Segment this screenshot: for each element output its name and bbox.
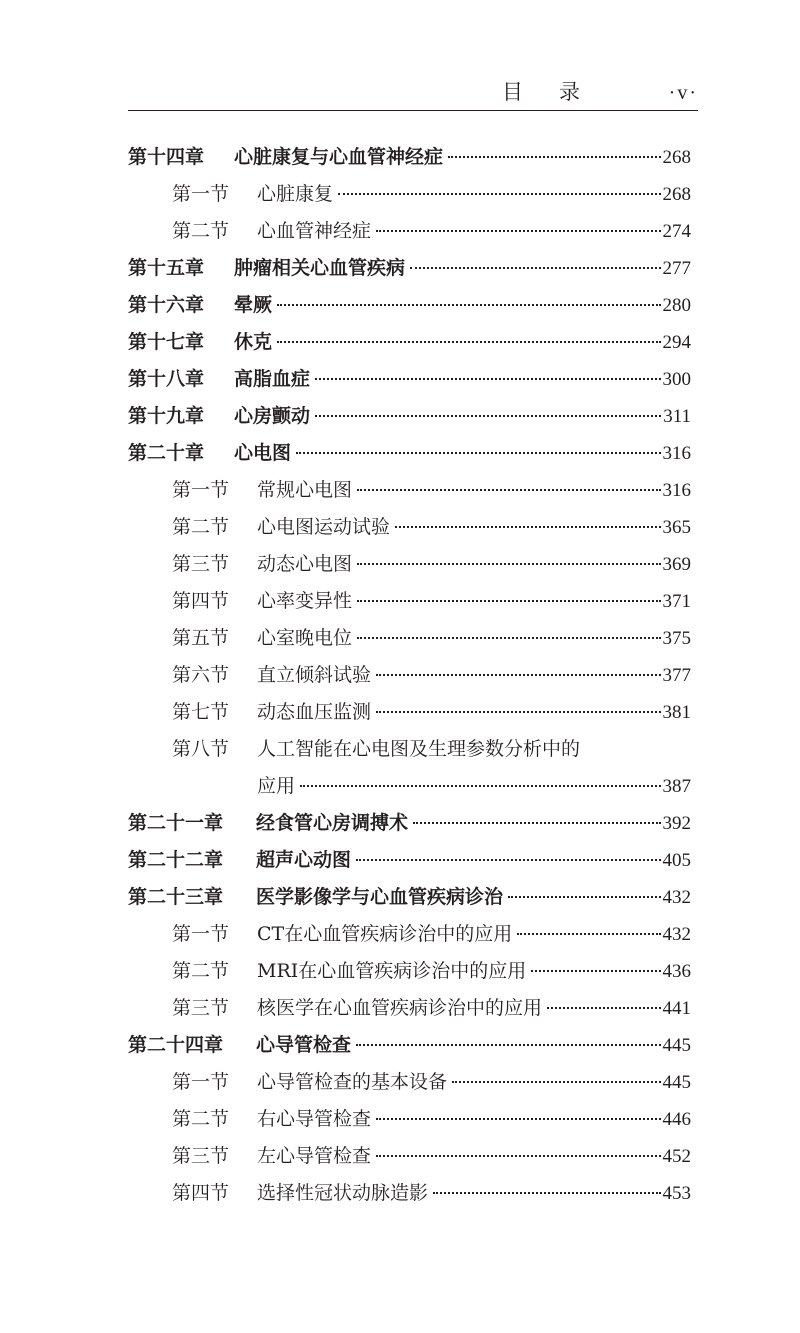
chapter-title: 晕厥 <box>234 294 273 316</box>
header-title: 目录 <box>502 80 616 104</box>
section-number: 第五节 <box>172 627 230 649</box>
toc-section[interactable] <box>128 1138 691 1175</box>
chapter-number: 第二十四章 <box>128 1034 224 1056</box>
page-number: 311 <box>663 406 691 427</box>
toc-chapter[interactable] <box>128 361 691 398</box>
toc-section[interactable] <box>128 213 691 250</box>
dot-leader <box>356 859 660 861</box>
section-number: 第二节 <box>172 516 230 538</box>
page-number: 375 <box>662 628 691 649</box>
toc-section[interactable] <box>128 1101 691 1138</box>
toc-section[interactable] <box>128 953 691 990</box>
dot-leader <box>376 230 660 232</box>
section-title: 直立倾斜试验 <box>257 664 372 686</box>
dot-leader <box>517 933 660 935</box>
page-number: 392 <box>662 813 691 834</box>
header-page-number: ·v· <box>668 82 698 104</box>
page-number: 432 <box>662 924 691 945</box>
page-number: 445 <box>662 1072 691 1093</box>
toc-chapter[interactable] <box>128 139 691 176</box>
chapter-number: 第二十章 <box>128 442 205 464</box>
page-number: 294 <box>662 332 691 353</box>
dot-leader <box>357 489 660 491</box>
page-number: 365 <box>662 517 691 538</box>
toc-section[interactable] <box>128 509 691 546</box>
chapter-title: 心电图 <box>234 442 292 464</box>
toc-section[interactable] <box>128 1175 691 1212</box>
page-number: 387 <box>662 776 691 797</box>
page-number: 300 <box>662 369 691 390</box>
section-title: 核医学在心血管疾病诊治中的应用 <box>257 997 543 1019</box>
dot-leader <box>357 600 660 602</box>
section-title: 心导管检查的基本设备 <box>257 1071 448 1093</box>
toc-chapter[interactable] <box>128 250 691 287</box>
section-number: 第二节 <box>172 960 230 982</box>
dot-leader <box>296 452 660 454</box>
dot-leader <box>338 193 660 195</box>
toc-chapter[interactable] <box>128 398 691 435</box>
dot-leader <box>547 1007 660 1009</box>
dot-leader <box>531 970 660 972</box>
dot-leader <box>300 785 660 787</box>
page-number: 316 <box>662 480 691 501</box>
page-number: 446 <box>662 1109 691 1130</box>
page-number: 441 <box>662 998 691 1019</box>
page-number: 280 <box>662 295 691 316</box>
chapter-number: 第二十一章 <box>128 812 224 834</box>
dot-leader <box>357 563 660 565</box>
dot-leader <box>315 415 661 417</box>
toc-section[interactable] <box>128 472 691 509</box>
page-number: 369 <box>662 554 691 575</box>
toc-chapter[interactable] <box>128 435 691 472</box>
section-title: 常规心电图 <box>257 479 353 501</box>
dot-leader <box>452 1081 660 1083</box>
section-title: 左心导管检查 <box>257 1145 372 1167</box>
section-number: 第一节 <box>172 923 230 945</box>
toc-section[interactable] <box>128 583 691 620</box>
section-title: CT在心血管疾病诊治中的应用 <box>257 923 513 945</box>
chapter-number: 第二十二章 <box>128 849 224 871</box>
chapter-number: 第十八章 <box>128 368 205 390</box>
page-number: 371 <box>662 591 691 612</box>
page-number: 453 <box>662 1183 691 1204</box>
section-title: 心脏康复 <box>257 183 334 205</box>
running-header <box>128 76 698 111</box>
chapter-number: 第十六章 <box>128 294 205 316</box>
page-number: 445 <box>662 1035 691 1056</box>
chapter-title: 经食管心房调搏术 <box>256 812 409 834</box>
chapter-title: 心脏康复与心血管神经症 <box>234 146 444 168</box>
section-number: 第四节 <box>172 1182 230 1204</box>
section-title: 心血管神经症 <box>257 220 372 242</box>
dot-leader <box>376 674 660 676</box>
page-number: 381 <box>662 702 691 723</box>
chapter-title: 医学影像学与心血管疾病诊治 <box>256 886 504 908</box>
chapter-title: 肿瘤相关心血管疾病 <box>234 257 406 279</box>
dot-leader <box>410 267 660 269</box>
section-number: 第二节 <box>172 1108 230 1130</box>
toc-chapter[interactable] <box>128 879 691 916</box>
dot-leader <box>413 822 660 824</box>
toc-section[interactable] <box>128 694 691 731</box>
section-number: 第四节 <box>172 590 230 612</box>
toc-section-continuation[interactable] <box>128 768 691 805</box>
chapter-title: 休克 <box>234 331 273 353</box>
section-title: 心室晚电位 <box>257 627 353 649</box>
section-title: 心率变异性 <box>257 590 353 612</box>
dot-leader <box>376 1155 660 1157</box>
toc-chapter[interactable] <box>128 842 691 879</box>
dot-leader <box>376 711 660 713</box>
dot-leader <box>277 341 660 343</box>
dot-leader <box>356 1044 660 1046</box>
toc-chapter[interactable] <box>128 324 691 361</box>
toc-section[interactable] <box>128 176 691 213</box>
chapter-title: 超声心动图 <box>256 849 352 871</box>
dot-leader <box>395 526 660 528</box>
chapter-title: 心导管检查 <box>256 1034 352 1056</box>
section-title: MRI在心血管疾病诊治中的应用 <box>257 960 527 982</box>
dot-leader <box>508 896 660 898</box>
toc-section[interactable] <box>128 916 691 953</box>
toc-chapter[interactable] <box>128 1027 691 1064</box>
toc-chapter[interactable] <box>128 287 691 324</box>
page-number: 274 <box>662 221 691 242</box>
section-number: 第二节 <box>172 220 230 242</box>
dot-leader <box>315 378 660 380</box>
section-number: 第六节 <box>172 664 230 686</box>
section-number: 第一节 <box>172 183 230 205</box>
dot-leader <box>357 637 660 639</box>
page-number: 436 <box>662 961 691 982</box>
page-number: 452 <box>662 1146 691 1167</box>
toc-section[interactable] <box>128 546 691 583</box>
page-number: 277 <box>662 258 691 279</box>
dot-leader <box>376 1118 660 1120</box>
toc-section[interactable] <box>128 657 691 694</box>
section-number: 第三节 <box>172 553 230 575</box>
toc-section[interactable] <box>128 1064 691 1101</box>
page-number: 268 <box>662 147 691 168</box>
page-number: 377 <box>662 665 691 686</box>
page-number: 316 <box>662 443 691 464</box>
dot-leader <box>448 156 660 158</box>
section-title: 选择性冠状动脉造影 <box>257 1182 429 1204</box>
section-title: 心电图运动试验 <box>257 516 391 538</box>
table-of-contents <box>128 139 691 1212</box>
chapter-number: 第二十三章 <box>128 886 224 908</box>
section-title-continuation: 应用 <box>257 775 296 797</box>
dot-leader <box>433 1192 660 1194</box>
chapter-title: 心房颤动 <box>234 405 311 427</box>
chapter-number: 第十九章 <box>128 405 205 427</box>
page-number: 405 <box>662 850 691 871</box>
chapter-number: 第十四章 <box>128 146 205 168</box>
section-number: 第三节 <box>172 1145 230 1167</box>
section-number: 第一节 <box>172 1071 230 1093</box>
dot-leader <box>277 304 660 306</box>
toc-section[interactable] <box>128 620 691 657</box>
toc-section[interactable] <box>128 990 691 1027</box>
section-number: 第七节 <box>172 701 230 723</box>
page-number: 268 <box>662 184 691 205</box>
chapter-number: 第十五章 <box>128 257 205 279</box>
page-number: 432 <box>662 887 691 908</box>
section-number: 第一节 <box>172 479 230 501</box>
toc-chapter[interactable] <box>128 805 691 842</box>
section-title: 动态血压监测 <box>257 701 372 723</box>
section-number: 第三节 <box>172 997 230 1019</box>
section-title: 右心导管检查 <box>257 1108 372 1130</box>
section-number: 第八节 <box>172 738 230 760</box>
section-title: 人工智能在心电图及生理参数分析中的 <box>257 738 581 760</box>
chapter-title: 高脂血症 <box>234 368 311 390</box>
toc-section[interactable] <box>128 731 691 768</box>
chapter-number: 第十七章 <box>128 331 205 353</box>
section-title: 动态心电图 <box>257 553 353 575</box>
